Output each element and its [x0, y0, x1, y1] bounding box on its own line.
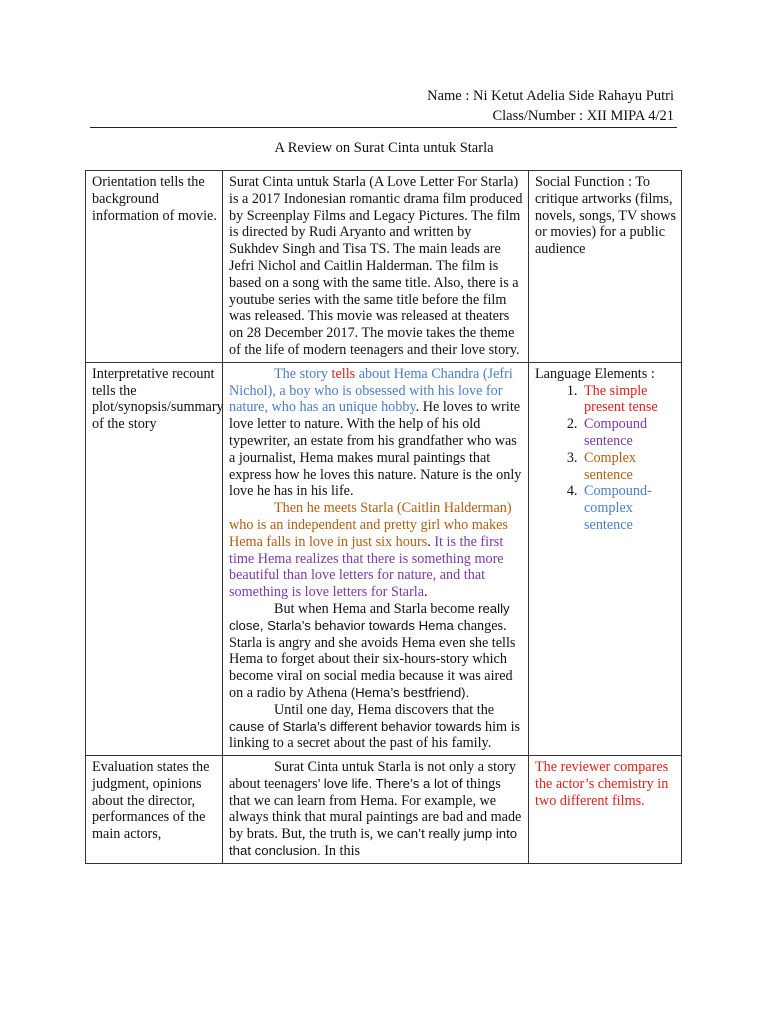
table-row-recount — [86, 362, 682, 755]
student-info — [427, 86, 674, 126]
language-elements-list — [535, 383, 676, 534]
recount-paragraph-2: Then he meets Starla (Caitlin Halderman) who is an independent and pretty girl who makes Hema falls in love in just six hours. It is the first time Hema realizes that there is something more beautiful than love letters for nature, and that something is love letters for Starla. — [229, 500, 512, 601]
list-item: 2. Compound sentence — [581, 416, 676, 450]
recount-label: Interpretative recount tells the plot/synopsis/summary of the story — [86, 362, 223, 755]
orientation-text: Surat Cinta untuk Starla (A Love Letter For Starla) is a 2017 Indonesian romantic drama film produced by Screenplay Films and Legacy Pictures. The film is directed by Rudi Aryanto and written by Sukhdev Singh and Tisa TS. The main leads are Jefri Nichol and Caitlin Halderman. The film is based on a song with the same title. Also, there is a youtube series with the same title before the film was released. This movie was released at theaters on 28 December 2017. The movie takes the theme of the life of modern teenagers and their love story. — [223, 171, 529, 363]
table-row-orientation — [86, 171, 682, 363]
header-divider — [90, 127, 677, 128]
social-function-note: Social Function : To critique artworks (films, novels, songs, TV shows or movies) for a public audience — [529, 171, 682, 363]
review-table — [85, 170, 682, 864]
recount-text — [223, 362, 529, 755]
list-item: 3. Complex sentence — [581, 450, 676, 484]
language-elements-title: Language Elements : — [535, 365, 655, 382]
evaluation-label: Evaluation states the judgment, opinions about the director, performances of the main actors, — [86, 756, 223, 864]
document-title: A Review on Surat Cinta untuk Starla — [274, 140, 494, 156]
student-class: Class/Number : XII MIPA 4/21 — [492, 108, 674, 124]
recount-paragraph-1: The story tells about Hema Chandra (Jefri Nichol), a boy who is obsessed with his love for nature, who has an unique hobby. He loves to write love letter to nature. With the help of his old typewriter, an estate from his grandfather who was a journalist, Hema makes mural paintings that express how he loves this nature. Nature is the only love he has in his life. — [229, 365, 522, 500]
orientation-label: Orientation tells the background information of movie. — [86, 171, 223, 363]
list-item: 4. Compound-complex sentence — [581, 483, 676, 533]
recount-paragraph-4: Until one day, Hema discovers that the cause of Starla’s different behavior towards him is linking to a secret about the past of his family. — [229, 701, 521, 752]
list-item: 1. The simple present tense — [581, 383, 676, 417]
table-row-evaluation — [86, 756, 682, 864]
student-name: Name : Ni Ketut Adelia Side Rahayu Putri — [427, 88, 674, 104]
recount-paragraph-3: But when Hema and Starla become really close, Starla’s behavior towards Hema changes. Starla is angry and she avoids Hema even she tells Hema to forget about their six-hours-story which become viral on social media because it was aired on a radio by Athena (Hema’s bestfriend). — [229, 600, 516, 701]
evaluation-note: The reviewer compares the actor’s chemistry in two different films. — [529, 756, 682, 864]
language-elements — [529, 362, 682, 755]
evaluation-text: Surat Cinta untuk Starla is not only a story about teenagers’ love life. There’s a lot of things that we can learn from Hema. For example, we always think that mural paintings are bad and made by brats. But, the truth is, we can’t really jump into that conclusion. In this — [223, 756, 529, 864]
